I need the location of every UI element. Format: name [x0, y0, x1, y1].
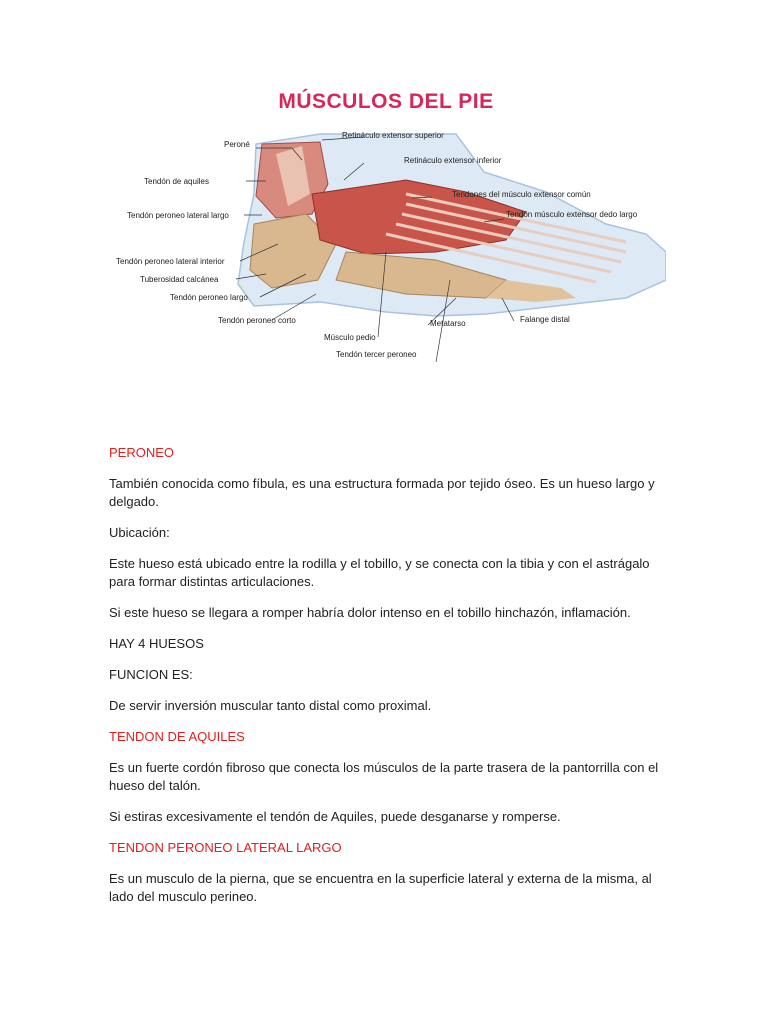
paragraph: Si estiras excesivamente el tendón de Aquiles, puede desganarse y romperse. — [109, 809, 561, 824]
foot-muscles-illustration — [106, 84, 666, 374]
label-per-lat-largo: Tendón peroneo lateral largo — [127, 211, 229, 220]
label-tercer-per: Tendón tercer peroneo — [336, 350, 417, 359]
heading-tendon-aquiles: TENDON DE AQUILES — [109, 729, 245, 744]
label-pedio: Músculo pedio — [324, 333, 376, 342]
paragraph: HAY 4 HUESOS — [109, 636, 204, 651]
heading-tendon-peroneo: TENDON PERONEO LATERAL LARGO — [109, 840, 342, 855]
heading-peroneo: PERONEO — [109, 445, 175, 460]
figure-title: MÚSCULOS DEL PIE — [278, 90, 494, 113]
paragraph: De servir inversión muscular tanto distal como proximal. — [109, 698, 432, 713]
label-tuberosidad: Tuberosidad calcánea — [140, 275, 219, 284]
anatomy-figure — [106, 84, 666, 374]
label-ret-sup: Retináculo extensor superior — [342, 131, 444, 140]
label-falange: Falange distal — [520, 315, 570, 324]
document-body — [109, 444, 659, 919]
label-perone: Peroné — [224, 140, 250, 149]
paragraph: Este hueso está ubicado entre la rodilla y el tobillo, y se conecta con la tibia y con el astrágalo para formar distintas articulaciones. — [109, 556, 650, 589]
label-per-corto: Tendón peroneo corto — [218, 316, 296, 325]
label-ext-dedo-largo: Tendón músculo extensor dedo largo — [506, 210, 638, 219]
label-per-largo: Tendón peroneo largo — [170, 293, 248, 302]
label-metatarso: Metatarso — [430, 319, 466, 328]
label-ret-inf: Retináculo extensor inferior — [404, 156, 502, 165]
label-ext-comun: Tendones del músculo extensor común — [452, 190, 591, 199]
paragraph: Ubicación: — [109, 525, 170, 540]
paragraph: FUNCION ES: — [109, 667, 193, 682]
paragraph: También conocida como fíbula, es una estructura formada por tejido óseo. Es un hueso largo y delgado. — [109, 476, 655, 509]
paragraph: Si este hueso se llegara a romper habría dolor intenso en el tobillo hinchazón, inflamación. — [109, 605, 631, 620]
label-per-lat-inf: Tendón peroneo lateral interior — [116, 257, 225, 266]
paragraph: Es un fuerte cordón fibroso que conecta los músculos de la parte trasera de la pantorrilla con el hueso del talón. — [109, 760, 659, 793]
label-aquiles: Tendón de aquiles — [144, 177, 209, 186]
paragraph: Es un musculo de la pierna, que se encuentra en la superficie lateral y externa de la misma, al lado del musculo perineo. — [109, 871, 652, 904]
